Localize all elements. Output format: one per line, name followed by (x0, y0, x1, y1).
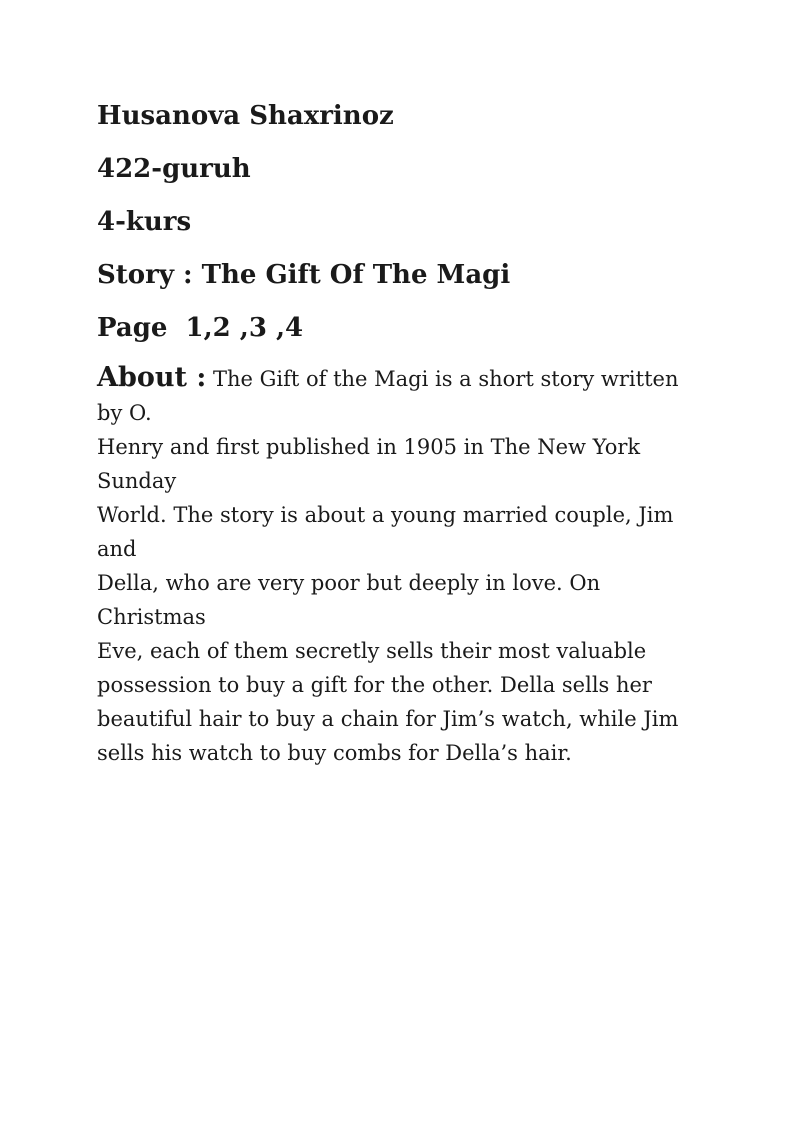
author-name: Husanova Shaxrinoz (97, 101, 394, 131)
about-text: The Gift of the Magi is a short story written by O. Henry and first published in 1905 in The New York Sunday World. The story is about a young married couple, Jim and Della, who are very poor but deeply in love. On Christmas Eve, each of them secretly sells their most valuable possession to buy a gift for the other. Della sells her beautiful hair to buy a chain for Jim’s watch, while Jim sells his watch to buy combs for Della’s hair. (97, 367, 679, 765)
about-label: About : (97, 362, 207, 393)
course-year: 4-kurs (97, 207, 192, 237)
document-page (97, 96, 707, 770)
about-paragraph (97, 361, 707, 770)
group-number: 422-guruh (97, 154, 251, 184)
page-numbers: Page 1,2 ,3 ,4 (97, 313, 304, 343)
story-title: Story : The Gift Of The Magi (97, 260, 511, 290)
